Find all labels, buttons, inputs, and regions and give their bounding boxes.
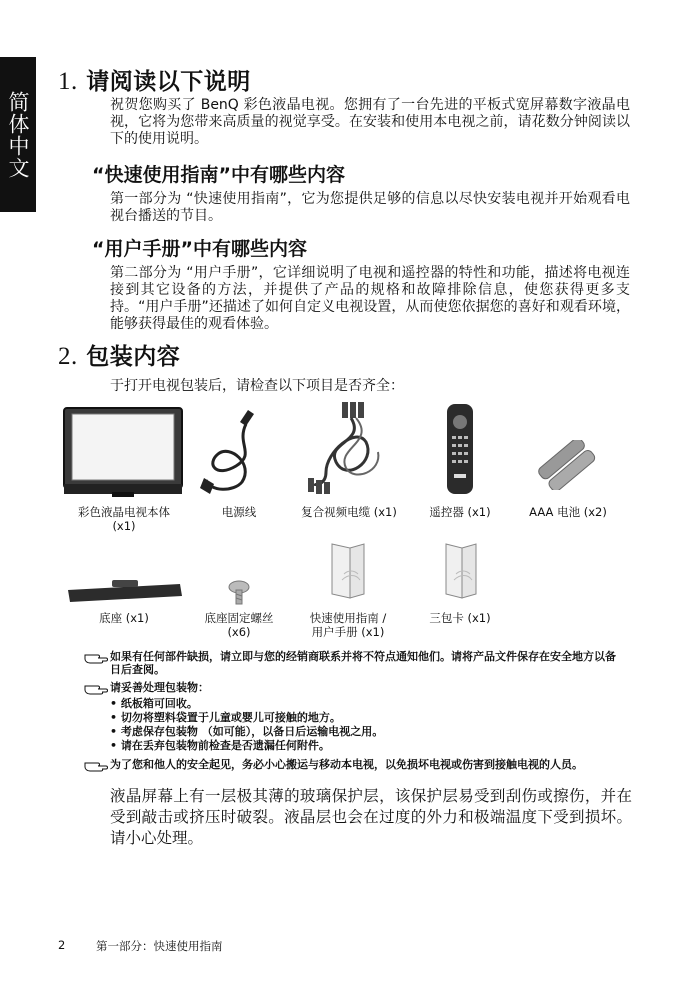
pointing-hand-icon [84, 651, 108, 665]
language-tab: 简体中文 [0, 57, 36, 212]
item-label-power-cord: 电源线 [221, 505, 257, 519]
section2-heading [58, 338, 180, 371]
note-missing-parts: 如果有任何部件缺损，请立即与您的经销商联系并将不符点通知他们。请将产品文件保存在安全地方以备日后查阅。 [110, 650, 616, 676]
section1-heading [58, 63, 251, 96]
warranty-card-icon [444, 540, 478, 600]
pointing-hand-icon [84, 759, 108, 773]
list-item: • 纸板箱可回收。 [110, 697, 610, 711]
list-item: • 切勿将塑料袋置于儿童或婴儿可接触的地方。 [110, 711, 610, 725]
page-number: 2 [58, 938, 66, 952]
note-packaging: 请妥善处理包装物： [110, 681, 209, 694]
section2-number: 2. [58, 343, 78, 370]
list-item: • 考虑保存包装物 （如可能），以备日后运输电视之用。 [110, 725, 610, 739]
quick-guide-heading: “快速使用指南”中有哪些内容 [92, 164, 345, 186]
list-item: • 请在丢弃包装物前检查是否遗漏任何附件。 [110, 739, 610, 753]
footer-section-title: 第一部分：快速使用指南 [96, 939, 223, 953]
manual-booklet-icon [330, 540, 366, 600]
lcd-glass-warning: 液晶屏幕上有一层极其薄的玻璃保护层，该保护层易受到刮伤或擦伤，并在受到敲击或挤压时破裂。液晶层也会在过度的外力和极端温度下受到损坏。请小心处理。 [110, 787, 632, 847]
packaging-bullet-list [110, 697, 610, 753]
item-label-tv: 彩色液晶电视本体 (x1) [78, 505, 170, 533]
quick-guide-text: 第一部分为 “快速使用指南”，它为您提供足够的信息以尽快安装电视并开始观看电视台播送的节目。 [110, 191, 630, 224]
pointing-hand-icon [84, 682, 108, 696]
user-manual-text: 第二部分为 “用户手册”，它详细说明了电视和遥控器的特性和功能，描述将电视连接到其它设备的方法，并提供了产品的规格和故障排除信息，使您获得更多支持。“用户手册”还描述了如何自定义电视设置，从而使您依据您的喜好和观看环境，能够获得最佳的观看体验。 [110, 265, 630, 332]
item-label-stand: 底座 (x1) [99, 611, 149, 625]
screw-icon [226, 578, 252, 608]
battery-icon [536, 440, 598, 490]
item-label-manual: 快速使用指南 / 用户手册 (x1) [309, 611, 387, 639]
section2-intro: 于打开电视包装后，请检查以下项目是否齐全： [110, 378, 404, 394]
item-label-warranty: 三包卡 (x1) [429, 611, 491, 625]
stand-base-icon [62, 574, 186, 606]
lcd-tv-icon [62, 406, 184, 498]
item-label-screw: 底座固定螺丝 (x6) [204, 611, 274, 639]
item-label-remote: 遥控器 (x1) [429, 505, 491, 519]
item-label-cable: 复合视频电缆 (x1) [301, 505, 397, 519]
section2-title: 包装内容 [86, 344, 181, 370]
item-label-battery: AAA 电池 (x2) [529, 505, 607, 519]
composite-cable-icon [306, 402, 396, 494]
section1-intro: 祝贺您购买了 BenQ 彩色液晶电视。您拥有了一台先进的平板式宽屏幕数字液晶电视，它将为您带来高质量的视觉享受。在安装和使用本电视之前，请花数分钟阅读以下的使用说明。 [110, 97, 630, 147]
section1-number: 1. [58, 68, 78, 95]
remote-control-icon [444, 402, 476, 496]
user-manual-heading: “用户手册”中有哪些内容 [92, 238, 307, 260]
note-safety: 为了您和他人的安全起见，务必小心搬运与移动本电视，以免损坏电视或伤害到接触电视的人员。 [110, 758, 583, 771]
section1-title: 请阅读以下说明 [86, 69, 251, 95]
power-cord-icon [196, 404, 276, 496]
